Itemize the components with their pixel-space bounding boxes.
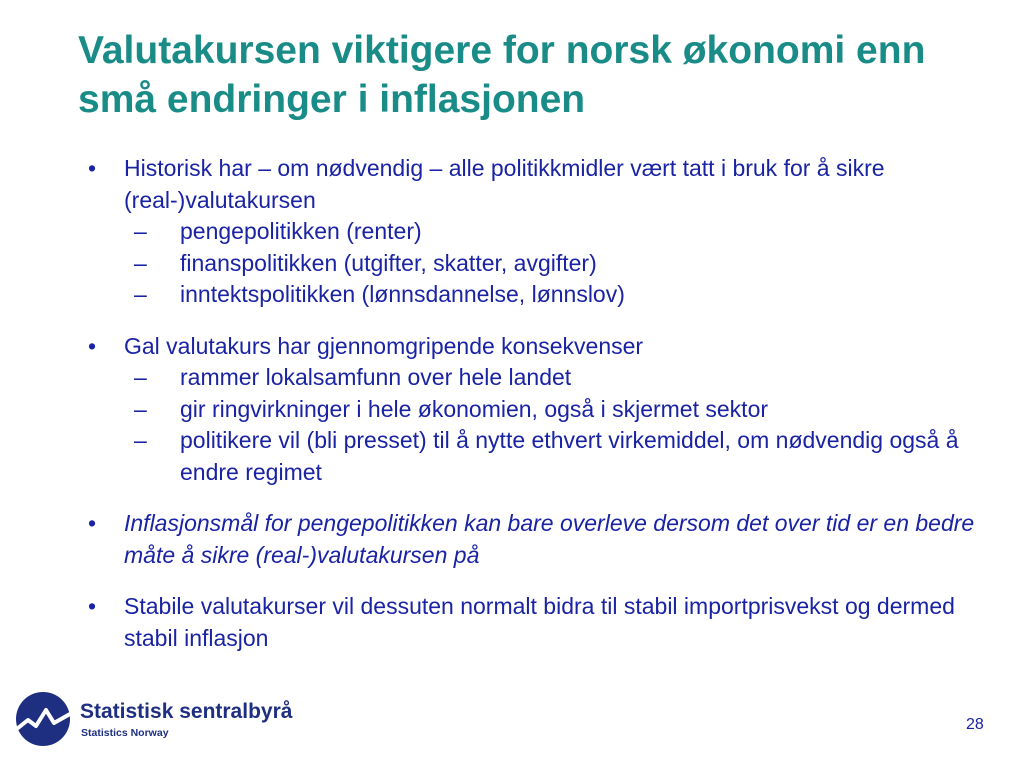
logo-subtitle: Statistics Norway <box>81 727 169 739</box>
bullet-text: Historisk har – om nødvendig – alle politikkmidler vært tatt i bruk for å sikre (real-)valutakursen <box>124 155 885 213</box>
sub-bullet-text: finanspolitikken (utgifter, skatter, avgifter) <box>180 249 597 276</box>
sub-bullet <box>134 362 998 394</box>
ssb-logo-icon <box>14 690 74 748</box>
sub-bullet <box>134 425 998 488</box>
sub-bullet <box>134 248 998 280</box>
bullet-text: Inflasjonsmål for pengepolitikken kan bare overleve dersom det over tid er en bedre måte å sikre (real-)valutakursen på <box>124 510 975 568</box>
slide-body <box>88 153 998 674</box>
sub-bullet-text: gir ringvirkninger i hele økonomien, også i skjermet sektor <box>180 395 769 422</box>
sub-bullet <box>134 279 998 311</box>
bullet-1 <box>88 153 998 311</box>
sub-bullet <box>134 394 998 426</box>
bullet-4 <box>88 591 998 654</box>
sub-bullet <box>134 216 998 248</box>
bullet-marker: • <box>88 332 97 359</box>
bullet-2 <box>88 331 998 489</box>
bullet-text: Stabile valutakurser vil dessuten normalt bidra til stabil importprisvekst og dermed stabil inflasjon <box>124 593 955 651</box>
dash-marker: – <box>134 281 147 307</box>
bullet-3 <box>88 508 998 571</box>
dash-marker: – <box>134 395 147 422</box>
bullet-marker: • <box>88 593 97 619</box>
bullet-marker: • <box>88 155 97 181</box>
sub-bullet-text: politikere vil (bli presset) til å nytte ethvert virkemiddel, om nødvendig også å endre regimet <box>180 427 959 485</box>
sub-bullet-text: pengepolitikken (renter) <box>180 218 422 244</box>
dash-marker: – <box>134 427 147 453</box>
page-number: 28 <box>966 716 984 733</box>
sub-bullet-text: inntektspolitikken (lønnsdannelse, lønnslov) <box>180 281 625 307</box>
sub-bullet-text: rammer lokalsamfunn over hele landet <box>180 364 572 390</box>
slide-title: Valutakursen viktigere for norsk økonomi enn små endringer i inflasjonen <box>78 29 926 121</box>
dash-marker: – <box>134 249 147 276</box>
dash-marker: – <box>134 218 147 244</box>
logo-name: Statistisk sentralbyrå <box>80 700 293 723</box>
dash-marker: – <box>134 364 147 390</box>
ssb-logo <box>14 690 314 748</box>
bullet-marker: • <box>88 510 97 536</box>
bullet-text: Gal valutakurs har gjennomgripende konsekvenser <box>124 332 644 359</box>
